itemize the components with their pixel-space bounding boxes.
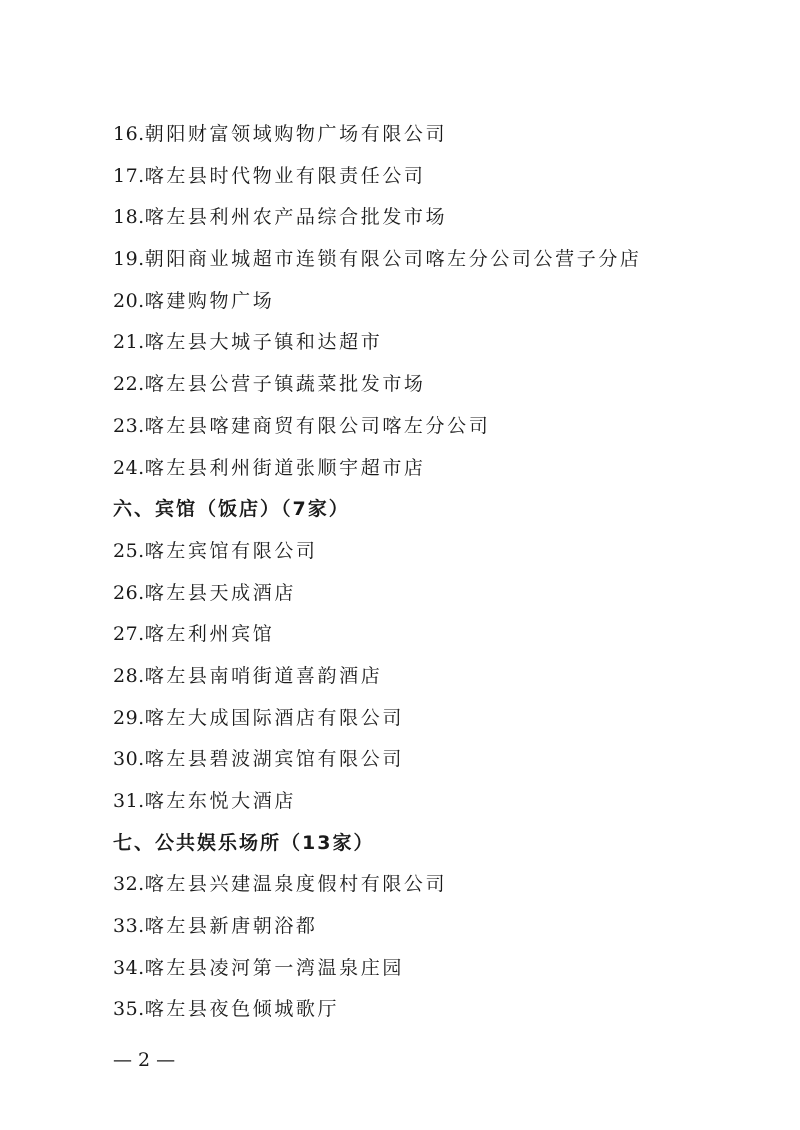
- list-item: [113, 739, 733, 781]
- item-number: 22.: [113, 373, 145, 396]
- item-text: 喀左利州宾馆: [144, 623, 275, 646]
- item-number: 23.: [113, 414, 145, 437]
- item-text: 喀左县时代物业有限责任公司: [144, 164, 426, 187]
- item-number: 33.: [113, 915, 145, 938]
- item-number: 34.: [113, 956, 145, 979]
- list-content: [113, 114, 733, 1031]
- item-text: 朝阳财富领域购物广场有限公司: [144, 123, 448, 145]
- list-item: [113, 864, 733, 906]
- list-item: [113, 614, 733, 656]
- item-text: 喀左东悦大酒店: [144, 790, 296, 812]
- list-item: [113, 989, 733, 1031]
- list-item: [113, 322, 733, 364]
- item-number: 31.: [113, 790, 145, 812]
- list-item: [113, 197, 733, 239]
- item-text: 喀建购物广场: [144, 289, 275, 312]
- list-item: [113, 656, 733, 698]
- page-footer: [113, 1046, 175, 1074]
- item-number: 21.: [113, 331, 145, 354]
- item-text: 喀左县夜色倾城歌厅: [144, 998, 340, 1021]
- heading-text: 七、公共娱乐场所（13家）: [113, 831, 375, 854]
- item-text: 朝阳商业城超市连锁有限公司喀左分公司公营子分店: [144, 248, 642, 271]
- list-item: [113, 364, 733, 406]
- list-item: [113, 698, 733, 740]
- item-number: 25.: [113, 539, 145, 562]
- item-text: 喀左县碧波湖宾馆有限公司: [144, 748, 404, 771]
- list-item: [113, 948, 733, 990]
- item-number: 18.: [113, 206, 145, 229]
- item-number: 28.: [113, 664, 145, 687]
- item-number: 35.: [113, 998, 145, 1021]
- item-text: 喀左县公营子镇蔬菜批发市场: [144, 373, 426, 396]
- item-number: 26.: [113, 581, 145, 604]
- item-text: 喀左大成国际酒店有限公司: [144, 706, 404, 729]
- list-item: [113, 114, 733, 156]
- item-text: 喀左县利州街道张顺宇超市店: [144, 456, 426, 479]
- item-number: 20.: [113, 289, 145, 312]
- list-item: [113, 406, 733, 448]
- footer-dash-left: —: [113, 1049, 132, 1071]
- item-text: 喀左宾馆有限公司: [144, 539, 318, 562]
- heading-text: 六、宾馆（饭店）（7家）: [113, 498, 350, 521]
- item-text: 喀左县天成酒店: [144, 581, 296, 604]
- list-item: [113, 781, 733, 823]
- list-item: [113, 281, 733, 323]
- list-item: [113, 239, 733, 281]
- item-number: 16.: [113, 123, 145, 145]
- item-number: 29.: [113, 706, 145, 729]
- item-text: 喀左县大城子镇和达超市: [144, 331, 383, 354]
- item-number: 19.: [113, 248, 145, 271]
- footer-dash-right: —: [156, 1049, 176, 1071]
- item-text: 喀左县南哨街道喜韵酒店: [144, 664, 383, 687]
- item-text: 喀左县喀建商贸有限公司喀左分公司: [144, 414, 491, 437]
- list-item: [113, 531, 733, 573]
- item-text: 喀左县新唐朝浴都: [144, 915, 318, 938]
- item-number: 27.: [113, 623, 145, 646]
- list-item: [113, 156, 733, 198]
- item-number: 17.: [113, 164, 145, 187]
- section-heading: [113, 489, 733, 531]
- list-item: [113, 448, 733, 490]
- item-number: 30.: [113, 748, 145, 771]
- page-number: 2: [138, 1049, 151, 1071]
- section-heading: [113, 823, 733, 865]
- list-item: [113, 906, 733, 948]
- item-number: 32.: [113, 873, 145, 896]
- item-text: 喀左县兴建温泉度假村有限公司: [144, 873, 448, 896]
- item-text: 喀左县凌河第一湾温泉庄园: [144, 956, 404, 979]
- item-number: 24.: [113, 456, 145, 479]
- list-item: [113, 573, 733, 615]
- item-text: 喀左县利州农产品综合批发市场: [144, 206, 448, 229]
